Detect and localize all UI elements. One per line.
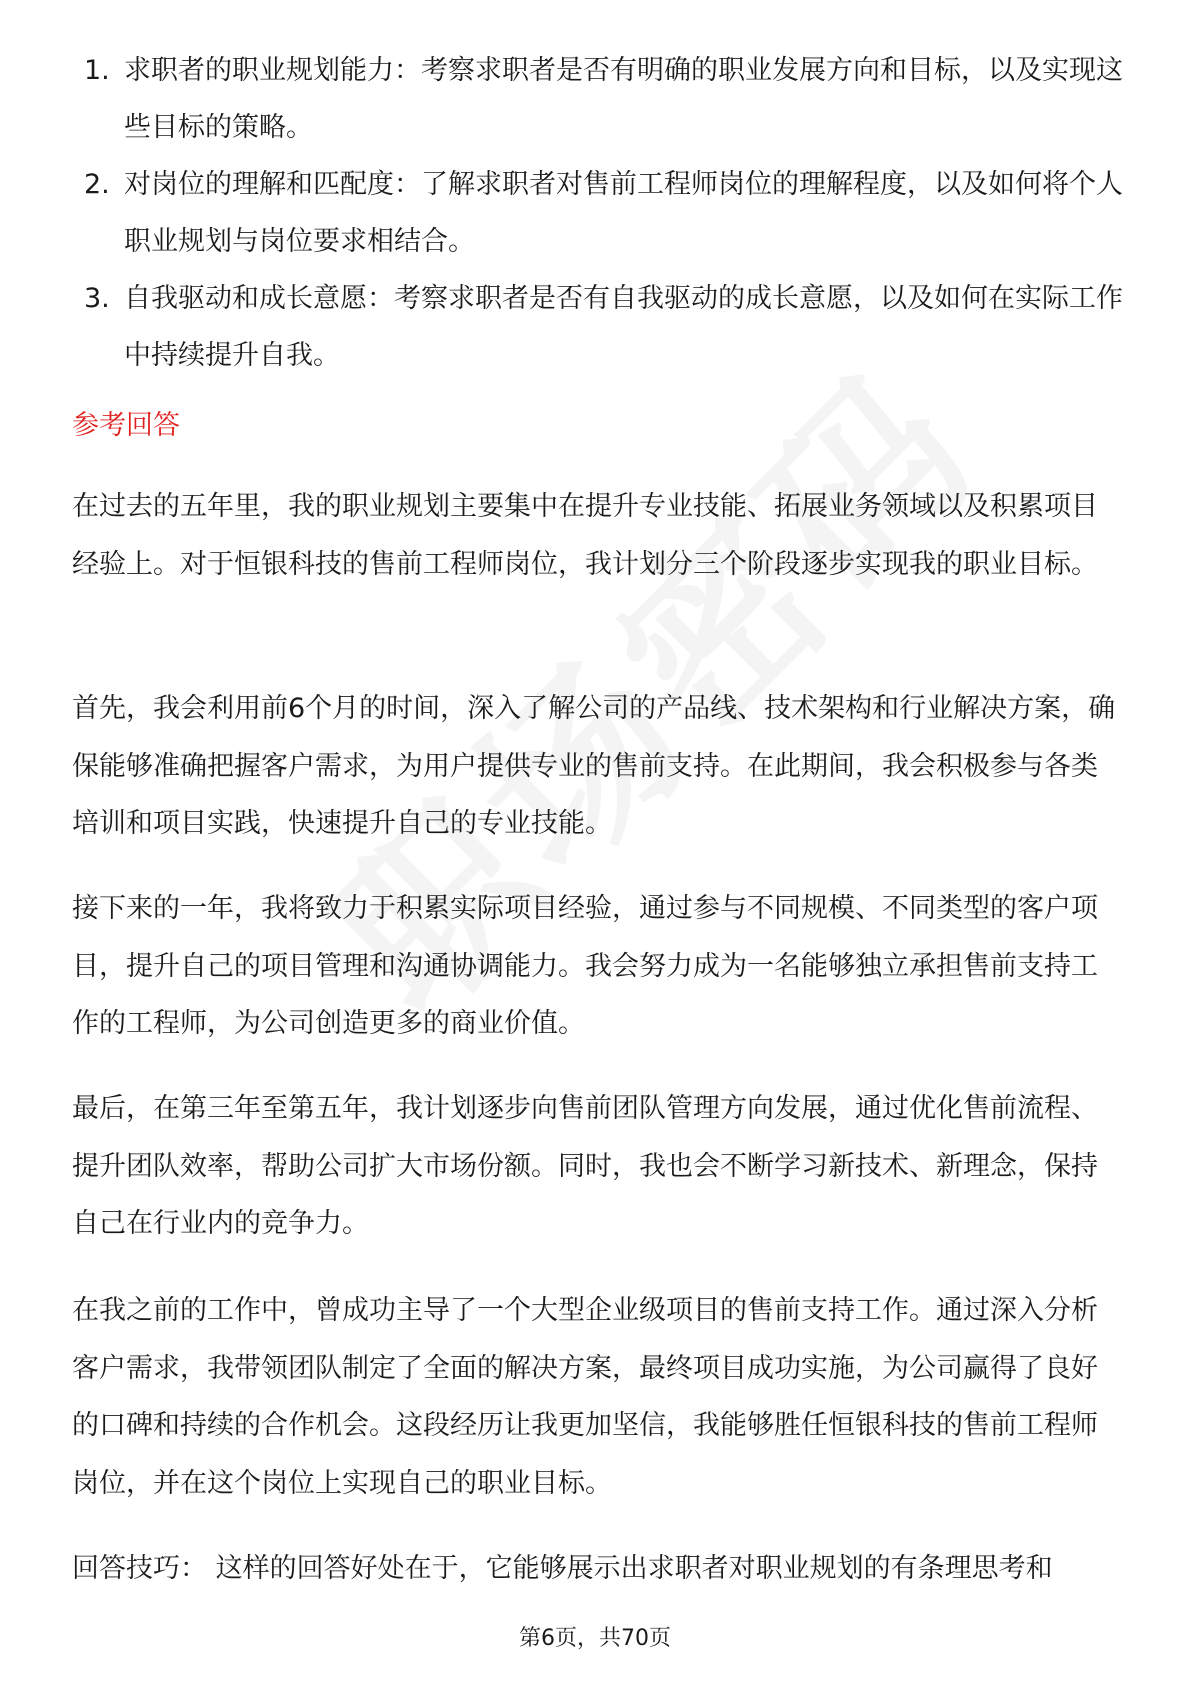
evaluation-criteria-list	[82, 42, 1132, 384]
list-item-number: 3.	[84, 283, 110, 314]
paragraph: 最后，在第三年至第五年，我计划逐步向售前团队管理方向发展，通过优化售前流程、提升团队效率，帮助公司扩大市场份额。同时，我也会不断学习新技术、新理念，保持自己在行业内的竞争力。	[72, 1093, 1098, 1239]
section-heading: 参考回答	[72, 410, 180, 441]
list-item	[82, 156, 1132, 270]
list-item-text: 自我驱动和成长意愿：考察求职者是否有自我驱动的成长意愿，以及如何在实际工作中持续提升自我。	[124, 283, 1123, 371]
list-item-text: 对岗位的理解和匹配度：了解求职者对售前工程师岗位的理解程度，以及如何将个人职业规划与岗位要求相结合。	[124, 169, 1123, 257]
paragraph: 在过去的五年里，我的职业规划主要集中在提升专业技能、拓展业务领域以及积累项目经验上。对于恒银科技的售前工程师岗位，我计划分三个阶段逐步实现我的职业目标。	[72, 491, 1098, 580]
paragraph: 回答技巧： 这样的回答好处在于，它能够展示出求职者对职业规划的有条理思考和	[72, 1553, 1053, 1584]
list-item-number: 1.	[84, 55, 110, 86]
list-item	[82, 42, 1132, 156]
list-item-number: 2.	[84, 169, 110, 200]
paragraph: 首先，我会利用前6个月的时间，深入了解公司的产品线、技术架构和行业解决方案，确保能够准确把握客户需求，为用户提供专业的售前支持。在此期间，我会积极参与各类培训和项目实践，快速提升自己的专业技能。	[72, 693, 1116, 839]
list-item	[82, 270, 1132, 384]
page-number: 第6页，共70页	[519, 1626, 671, 1651]
list-item-text: 求职者的职业规划能力：考察求职者是否有明确的职业发展方向和目标，以及实现这些目标的策略。	[124, 55, 1123, 143]
paragraph: 接下来的一年，我将致力于积累实际项目经验，通过参与不同规模、不同类型的客户项目，提升自己的项目管理和沟通协调能力。我会努力成为一名能够独立承担售前支持工作的工程师，为公司创造更多的商业价值。	[72, 893, 1098, 1039]
paragraph: 在我之前的工作中，曾成功主导了一个大型企业级项目的售前支持工作。通过深入分析客户需求，我带领团队制定了全面的解决方案，最终项目成功实施，为公司赢得了良好的口碑和持续的合作机会。这段经历让我更加坚信，我能够胜任恒银科技的售前工程师岗位，并在这个岗位上实现自己的职业目标。	[72, 1295, 1098, 1499]
